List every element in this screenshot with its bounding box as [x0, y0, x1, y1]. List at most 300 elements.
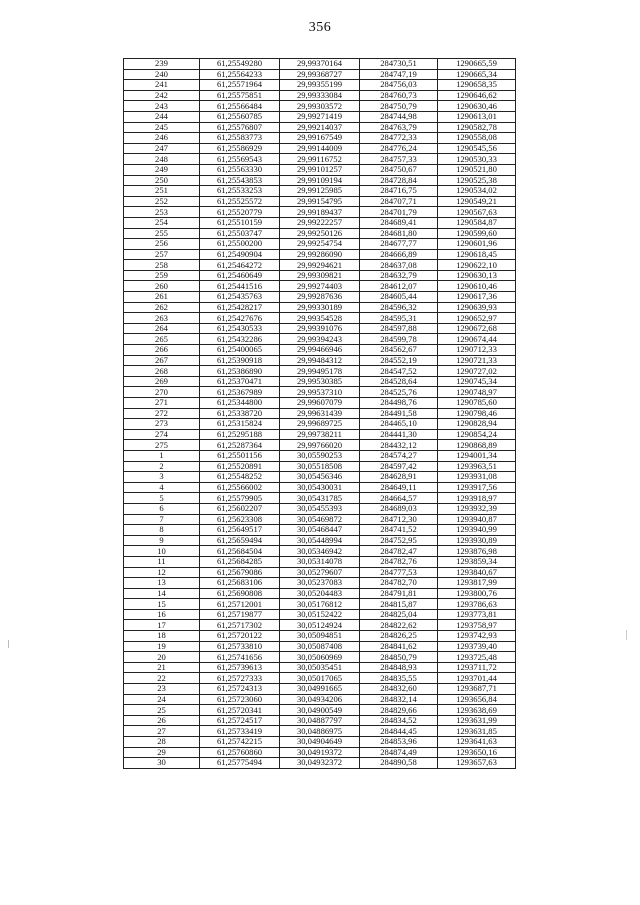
x-coordinate-cell: 284750,79 — [360, 101, 438, 112]
longitude-cell: 30,04919372 — [280, 747, 360, 758]
point-number-cell: 263 — [124, 313, 200, 324]
y-coordinate-cell: 1290525,38 — [438, 175, 516, 186]
x-coordinate-cell: 284763,79 — [360, 122, 438, 133]
longitude-cell: 30,04904649 — [280, 737, 360, 748]
longitude-cell: 30,05035451 — [280, 662, 360, 673]
y-coordinate-cell: 1293656,84 — [438, 694, 516, 705]
y-coordinate-cell: 1293758,97 — [438, 620, 516, 631]
point-number-cell: 26 — [124, 715, 200, 726]
x-coordinate-cell: 284757,33 — [360, 154, 438, 165]
table-row — [124, 196, 516, 207]
latitude-cell: 61,25719877 — [200, 609, 280, 620]
y-coordinate-cell: 1293742,93 — [438, 631, 516, 642]
y-coordinate-cell: 1290630,46 — [438, 101, 516, 112]
y-coordinate-cell: 1293631,85 — [438, 726, 516, 737]
table-row — [124, 270, 516, 281]
latitude-cell: 61,25760860 — [200, 747, 280, 758]
x-coordinate-cell: 284562,67 — [360, 345, 438, 356]
point-number-cell: 268 — [124, 366, 200, 377]
y-coordinate-cell: 1293650,16 — [438, 747, 516, 758]
latitude-cell: 61,25739613 — [200, 662, 280, 673]
x-coordinate-cell: 284628,91 — [360, 472, 438, 483]
x-coordinate-cell: 284815,87 — [360, 599, 438, 610]
latitude-cell: 61,25549280 — [200, 59, 280, 70]
x-coordinate-cell: 284834,52 — [360, 715, 438, 726]
table-row — [124, 662, 516, 673]
table-row — [124, 80, 516, 91]
x-coordinate-cell: 284728,84 — [360, 175, 438, 186]
latitude-cell: 61,25717302 — [200, 620, 280, 631]
y-coordinate-cell: 1293876,98 — [438, 546, 516, 557]
longitude-cell: 30,04886975 — [280, 726, 360, 737]
point-number-cell: 14 — [124, 588, 200, 599]
y-coordinate-cell: 1293859,34 — [438, 556, 516, 567]
y-coordinate-cell: 1290721,33 — [438, 355, 516, 366]
longitude-cell: 30,05469872 — [280, 514, 360, 525]
longitude-cell: 29,99391076 — [280, 323, 360, 334]
y-coordinate-cell: 1290674,44 — [438, 334, 516, 345]
table-row — [124, 737, 516, 748]
longitude-cell: 30,05518508 — [280, 461, 360, 472]
latitude-cell: 61,25733810 — [200, 641, 280, 652]
y-coordinate-cell: 1290599,60 — [438, 228, 516, 239]
x-coordinate-cell: 284822,62 — [360, 620, 438, 631]
y-coordinate-cell: 1290639,93 — [438, 302, 516, 313]
point-number-cell: 6 — [124, 503, 200, 514]
table-row — [124, 334, 516, 345]
y-coordinate-cell: 1293817,99 — [438, 578, 516, 589]
point-number-cell: 257 — [124, 249, 200, 260]
x-coordinate-cell: 284689,41 — [360, 217, 438, 228]
x-coordinate-cell: 284597,88 — [360, 323, 438, 334]
latitude-cell: 61,25520779 — [200, 207, 280, 218]
latitude-cell: 61,25441516 — [200, 281, 280, 292]
longitude-cell: 30,05124924 — [280, 620, 360, 631]
x-coordinate-cell: 284835,55 — [360, 673, 438, 684]
latitude-cell: 61,25490904 — [200, 249, 280, 260]
table-row — [124, 429, 516, 440]
longitude-cell: 29,99368727 — [280, 69, 360, 80]
x-coordinate-cell: 284465,10 — [360, 419, 438, 430]
table-row — [124, 673, 516, 684]
x-coordinate-cell: 284791,81 — [360, 588, 438, 599]
x-coordinate-cell: 284752,95 — [360, 535, 438, 546]
table-row — [124, 101, 516, 112]
latitude-cell: 61,25560785 — [200, 111, 280, 122]
y-coordinate-cell: 1290618,45 — [438, 249, 516, 260]
point-number-cell: 262 — [124, 302, 200, 313]
latitude-cell: 61,25525572 — [200, 196, 280, 207]
point-number-cell: 25 — [124, 705, 200, 716]
longitude-cell: 29,99495178 — [280, 366, 360, 377]
longitude-cell: 29,99309821 — [280, 270, 360, 281]
table-row — [124, 175, 516, 186]
latitude-cell: 61,25720122 — [200, 631, 280, 642]
table-row — [124, 758, 516, 769]
longitude-cell: 29,99607079 — [280, 398, 360, 409]
longitude-cell: 30,05279607 — [280, 567, 360, 578]
point-number-cell: 1 — [124, 450, 200, 461]
point-number-cell: 4 — [124, 482, 200, 493]
x-coordinate-cell: 284707,71 — [360, 196, 438, 207]
x-coordinate-cell: 284712,30 — [360, 514, 438, 525]
table-row — [124, 419, 516, 430]
latitude-cell: 61,25602207 — [200, 503, 280, 514]
table-row — [124, 387, 516, 398]
x-coordinate-cell: 284498,76 — [360, 398, 438, 409]
point-number-cell: 269 — [124, 376, 200, 387]
latitude-cell: 61,25338720 — [200, 408, 280, 419]
longitude-cell: 29,99189437 — [280, 207, 360, 218]
longitude-cell: 30,05346942 — [280, 546, 360, 557]
x-coordinate-cell: 284689,03 — [360, 503, 438, 514]
latitude-cell: 61,25723060 — [200, 694, 280, 705]
longitude-cell: 29,99125985 — [280, 186, 360, 197]
latitude-cell: 61,25623308 — [200, 514, 280, 525]
table-row — [124, 684, 516, 695]
latitude-cell: 61,25684285 — [200, 556, 280, 567]
latitude-cell: 61,25569543 — [200, 154, 280, 165]
latitude-cell: 61,25315824 — [200, 419, 280, 430]
y-coordinate-cell: 1290549,21 — [438, 196, 516, 207]
coordinates-table-body — [124, 59, 516, 769]
table-row — [124, 588, 516, 599]
point-number-cell: 2 — [124, 461, 200, 472]
latitude-cell: 61,25520891 — [200, 461, 280, 472]
longitude-cell: 30,05094851 — [280, 631, 360, 642]
x-coordinate-cell: 284760,73 — [360, 90, 438, 101]
point-number-cell: 239 — [124, 59, 200, 70]
latitude-cell: 61,25659494 — [200, 535, 280, 546]
table-row — [124, 440, 516, 451]
x-coordinate-cell: 284850,79 — [360, 652, 438, 663]
y-coordinate-cell: 1290712,33 — [438, 345, 516, 356]
y-coordinate-cell: 1290646,62 — [438, 90, 516, 101]
latitude-cell: 61,25724313 — [200, 684, 280, 695]
latitude-cell: 61,25548252 — [200, 472, 280, 483]
y-coordinate-cell: 1293800,76 — [438, 588, 516, 599]
x-coordinate-cell: 284844,45 — [360, 726, 438, 737]
x-coordinate-cell: 284701,79 — [360, 207, 438, 218]
y-coordinate-cell: 1290665,34 — [438, 69, 516, 80]
point-number-cell: 17 — [124, 620, 200, 631]
x-coordinate-cell: 284432,12 — [360, 440, 438, 451]
table-row — [124, 239, 516, 250]
point-number-cell: 3 — [124, 472, 200, 483]
latitude-cell: 61,25427676 — [200, 313, 280, 324]
point-number-cell: 22 — [124, 673, 200, 684]
point-number-cell: 28 — [124, 737, 200, 748]
latitude-cell: 61,25500200 — [200, 239, 280, 250]
y-coordinate-cell: 1293631,99 — [438, 715, 516, 726]
point-number-cell: 260 — [124, 281, 200, 292]
coordinates-table — [123, 58, 516, 769]
point-number-cell: 273 — [124, 419, 200, 430]
y-coordinate-cell: 1293917,56 — [438, 482, 516, 493]
latitude-cell: 61,25563330 — [200, 164, 280, 175]
x-coordinate-cell: 284574,27 — [360, 450, 438, 461]
latitude-cell: 61,25428217 — [200, 302, 280, 313]
longitude-cell: 29,99333084 — [280, 90, 360, 101]
point-number-cell: 272 — [124, 408, 200, 419]
y-coordinate-cell: 1290530,33 — [438, 154, 516, 165]
x-coordinate-cell: 284552,19 — [360, 355, 438, 366]
longitude-cell: 29,99109194 — [280, 175, 360, 186]
table-row — [124, 503, 516, 514]
y-coordinate-cell: 1290652,97 — [438, 313, 516, 324]
point-number-cell: 255 — [124, 228, 200, 239]
y-coordinate-cell: 1293641,63 — [438, 737, 516, 748]
longitude-cell: 29,99330189 — [280, 302, 360, 313]
y-coordinate-cell: 1293638,69 — [438, 705, 516, 716]
point-number-cell: 18 — [124, 631, 200, 642]
x-coordinate-cell: 284890,58 — [360, 758, 438, 769]
longitude-cell: 30,05455393 — [280, 503, 360, 514]
longitude-cell: 30,04934206 — [280, 694, 360, 705]
table-row — [124, 578, 516, 589]
longitude-cell: 29,99370164 — [280, 59, 360, 70]
y-coordinate-cell: 1290584,87 — [438, 217, 516, 228]
longitude-cell: 30,04900549 — [280, 705, 360, 716]
x-coordinate-cell: 284741,52 — [360, 525, 438, 536]
point-number-cell: 24 — [124, 694, 200, 705]
table-row — [124, 641, 516, 652]
point-number-cell: 7 — [124, 514, 200, 525]
table-row — [124, 90, 516, 101]
latitude-cell: 61,25510159 — [200, 217, 280, 228]
point-number-cell: 252 — [124, 196, 200, 207]
point-number-cell: 259 — [124, 270, 200, 281]
point-number-cell: 274 — [124, 429, 200, 440]
latitude-cell: 61,25460649 — [200, 270, 280, 281]
y-coordinate-cell: 1293931,08 — [438, 472, 516, 483]
longitude-cell: 29,99254754 — [280, 239, 360, 250]
table-row — [124, 546, 516, 557]
x-coordinate-cell: 284547,52 — [360, 366, 438, 377]
x-coordinate-cell: 284595,31 — [360, 313, 438, 324]
point-number-cell: 12 — [124, 567, 200, 578]
table-row — [124, 376, 516, 387]
y-coordinate-cell: 1290613,01 — [438, 111, 516, 122]
table-row — [124, 260, 516, 271]
longitude-cell: 29,99303572 — [280, 101, 360, 112]
x-coordinate-cell: 284832,60 — [360, 684, 438, 695]
longitude-cell: 29,99154795 — [280, 196, 360, 207]
point-number-cell: 11 — [124, 556, 200, 567]
point-number-cell: 242 — [124, 90, 200, 101]
point-number-cell: 23 — [124, 684, 200, 695]
latitude-cell: 61,25400065 — [200, 345, 280, 356]
y-coordinate-cell: 1290582,78 — [438, 122, 516, 133]
x-coordinate-cell: 284841,62 — [360, 641, 438, 652]
x-coordinate-cell: 284848,93 — [360, 662, 438, 673]
x-coordinate-cell: 284491,58 — [360, 408, 438, 419]
x-coordinate-cell: 284597,42 — [360, 461, 438, 472]
table-row — [124, 461, 516, 472]
y-coordinate-cell: 1290558,08 — [438, 133, 516, 144]
x-coordinate-cell: 284756,03 — [360, 80, 438, 91]
point-number-cell: 247 — [124, 143, 200, 154]
table-row — [124, 631, 516, 642]
x-coordinate-cell: 284666,89 — [360, 249, 438, 260]
x-coordinate-cell: 284825,04 — [360, 609, 438, 620]
x-coordinate-cell: 284853,96 — [360, 737, 438, 748]
longitude-cell: 29,99214037 — [280, 122, 360, 133]
table-row — [124, 747, 516, 758]
latitude-cell: 61,25724517 — [200, 715, 280, 726]
longitude-cell: 29,99766020 — [280, 440, 360, 451]
y-coordinate-cell: 1290665,59 — [438, 59, 516, 70]
table-row — [124, 154, 516, 165]
y-coordinate-cell: 1290521,80 — [438, 164, 516, 175]
x-coordinate-cell: 284829,66 — [360, 705, 438, 716]
y-coordinate-cell: 1293711,72 — [438, 662, 516, 673]
y-coordinate-cell: 1293786,63 — [438, 599, 516, 610]
table-row — [124, 472, 516, 483]
longitude-cell: 30,05456346 — [280, 472, 360, 483]
point-number-cell: 13 — [124, 578, 200, 589]
x-coordinate-cell: 284649,11 — [360, 482, 438, 493]
x-coordinate-cell: 284750,67 — [360, 164, 438, 175]
x-coordinate-cell: 284528,64 — [360, 376, 438, 387]
table-row — [124, 525, 516, 536]
longitude-cell: 30,05152422 — [280, 609, 360, 620]
longitude-cell: 29,99274403 — [280, 281, 360, 292]
longitude-cell: 29,99355199 — [280, 80, 360, 91]
longitude-cell: 30,05431785 — [280, 493, 360, 504]
latitude-cell: 61,25649517 — [200, 525, 280, 536]
longitude-cell: 29,99271419 — [280, 111, 360, 122]
y-coordinate-cell: 1293725,48 — [438, 652, 516, 663]
latitude-cell: 61,25464272 — [200, 260, 280, 271]
x-coordinate-cell: 284716,75 — [360, 186, 438, 197]
point-number-cell: 254 — [124, 217, 200, 228]
latitude-cell: 61,25370471 — [200, 376, 280, 387]
point-number-cell: 240 — [124, 69, 200, 80]
x-coordinate-cell: 284681,80 — [360, 228, 438, 239]
point-number-cell: 10 — [124, 546, 200, 557]
table-row — [124, 514, 516, 525]
point-number-cell: 271 — [124, 398, 200, 409]
longitude-cell: 29,99484312 — [280, 355, 360, 366]
latitude-cell: 61,25390918 — [200, 355, 280, 366]
y-coordinate-cell: 1293773,81 — [438, 609, 516, 620]
latitude-cell: 61,25566484 — [200, 101, 280, 112]
x-coordinate-cell: 284826,25 — [360, 631, 438, 642]
longitude-cell: 30,05060969 — [280, 652, 360, 663]
longitude-cell: 29,99689725 — [280, 419, 360, 430]
latitude-cell: 61,25775494 — [200, 758, 280, 769]
point-number-cell: 29 — [124, 747, 200, 758]
point-number-cell: 250 — [124, 175, 200, 186]
point-number-cell: 245 — [124, 122, 200, 133]
longitude-cell: 30,05176812 — [280, 599, 360, 610]
point-number-cell: 266 — [124, 345, 200, 356]
latitude-cell: 61,25690808 — [200, 588, 280, 599]
latitude-cell: 61,25579905 — [200, 493, 280, 504]
x-coordinate-cell: 284777,53 — [360, 567, 438, 578]
table-row — [124, 59, 516, 70]
y-coordinate-cell: 1293739,40 — [438, 641, 516, 652]
longitude-cell: 30,04887797 — [280, 715, 360, 726]
point-number-cell: 248 — [124, 154, 200, 165]
point-number-cell: 261 — [124, 292, 200, 303]
latitude-cell: 61,25533253 — [200, 186, 280, 197]
table-row — [124, 69, 516, 80]
latitude-cell: 61,25386890 — [200, 366, 280, 377]
longitude-cell: 30,05017065 — [280, 673, 360, 684]
longitude-cell: 29,99466946 — [280, 345, 360, 356]
longitude-cell: 30,04932372 — [280, 758, 360, 769]
table-row — [124, 281, 516, 292]
y-coordinate-cell: 1290868,89 — [438, 440, 516, 451]
latitude-cell: 61,25501156 — [200, 450, 280, 461]
table-row — [124, 567, 516, 578]
longitude-cell: 29,99394243 — [280, 334, 360, 345]
latitude-cell: 61,25571964 — [200, 80, 280, 91]
table-row — [124, 726, 516, 737]
latitude-cell: 61,25741656 — [200, 652, 280, 663]
y-coordinate-cell: 1294001,34 — [438, 450, 516, 461]
x-coordinate-cell: 284782,47 — [360, 546, 438, 557]
latitude-cell: 61,25576807 — [200, 122, 280, 133]
table-row — [124, 482, 516, 493]
y-coordinate-cell: 1290617,36 — [438, 292, 516, 303]
x-coordinate-cell: 284599,78 — [360, 334, 438, 345]
latitude-cell: 61,25742215 — [200, 737, 280, 748]
table-row — [124, 122, 516, 133]
point-number-cell: 20 — [124, 652, 200, 663]
table-row — [124, 133, 516, 144]
y-coordinate-cell: 1293918,97 — [438, 493, 516, 504]
y-coordinate-cell: 1290534,02 — [438, 186, 516, 197]
x-coordinate-cell: 284782,70 — [360, 578, 438, 589]
point-number-cell: 265 — [124, 334, 200, 345]
y-coordinate-cell: 1293687,71 — [438, 684, 516, 695]
latitude-cell: 61,25583773 — [200, 133, 280, 144]
x-coordinate-cell: 284776,24 — [360, 143, 438, 154]
x-coordinate-cell: 284677,77 — [360, 239, 438, 250]
x-coordinate-cell: 284782,76 — [360, 556, 438, 567]
latitude-cell: 61,25712001 — [200, 599, 280, 610]
y-coordinate-cell: 1293840,67 — [438, 567, 516, 578]
longitude-cell: 29,99738211 — [280, 429, 360, 440]
latitude-cell: 61,25566002 — [200, 482, 280, 493]
table-row — [124, 302, 516, 313]
latitude-cell: 61,25503747 — [200, 228, 280, 239]
point-number-cell: 9 — [124, 535, 200, 546]
latitude-cell: 61,25684504 — [200, 546, 280, 557]
latitude-cell: 61,25586929 — [200, 143, 280, 154]
point-number-cell: 243 — [124, 101, 200, 112]
table-row — [124, 249, 516, 260]
scan-artifact — [8, 640, 9, 648]
longitude-cell: 29,99116752 — [280, 154, 360, 165]
y-coordinate-cell: 1293657,63 — [438, 758, 516, 769]
y-coordinate-cell: 1290601,96 — [438, 239, 516, 250]
latitude-cell: 61,25733419 — [200, 726, 280, 737]
point-number-cell: 270 — [124, 387, 200, 398]
latitude-cell: 61,25720341 — [200, 705, 280, 716]
x-coordinate-cell: 284637,08 — [360, 260, 438, 271]
y-coordinate-cell: 1290630,13 — [438, 270, 516, 281]
longitude-cell: 29,99354528 — [280, 313, 360, 324]
y-coordinate-cell: 1290727,02 — [438, 366, 516, 377]
point-number-cell: 264 — [124, 323, 200, 334]
point-number-cell: 256 — [124, 239, 200, 250]
point-number-cell: 19 — [124, 641, 200, 652]
table-row — [124, 493, 516, 504]
